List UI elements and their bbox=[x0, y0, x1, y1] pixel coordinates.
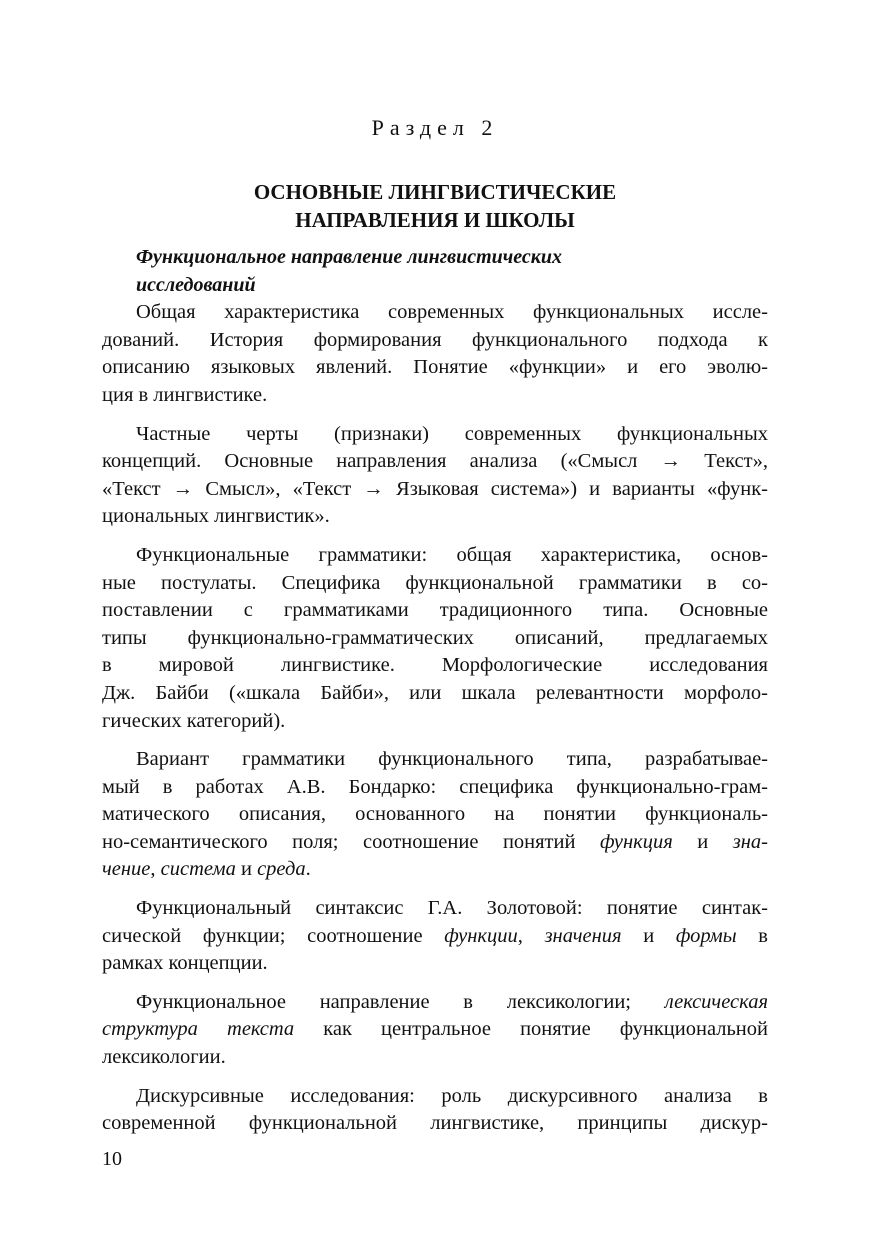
text-line: лексикологии. bbox=[102, 1046, 226, 1069]
subheading-line: Функциональное направление лингвистических bbox=[136, 246, 562, 268]
italic-term: лексическая bbox=[664, 990, 768, 1013]
paragraph-lexicology bbox=[102, 989, 768, 1072]
text-line bbox=[102, 856, 768, 884]
text-line: концепций. Основные направления анализа («Смысл → Текст», bbox=[102, 450, 768, 473]
text-line bbox=[102, 989, 768, 1017]
text-line: Вариант грамматики функционального типа, разрабатывае- bbox=[136, 748, 768, 771]
text-line: поставлении с грамматиками традиционного типа. Основные bbox=[102, 599, 768, 622]
text-line: матического описания, основанного на понятии функциональ- bbox=[102, 803, 768, 826]
text-line: современной функциональной лингвистике, принципы дискур- bbox=[102, 1112, 768, 1135]
italic-term: структура текста bbox=[102, 1018, 295, 1041]
text-run: и bbox=[621, 924, 676, 947]
text-line: ция в лингвистике. bbox=[102, 383, 268, 406]
text-line bbox=[102, 1016, 768, 1044]
chapter-title-line: НАПРАВЛЕНИЯ И ШКОЛЫ bbox=[295, 208, 575, 232]
page-number: 10 bbox=[102, 1148, 122, 1170]
text-line: в мировой лингвистике. Морфологические исследования bbox=[102, 654, 768, 677]
text-line: Функциональный синтаксис Г.А. Золотовой: понятие синтак- bbox=[136, 897, 768, 920]
paragraph-functional-grammars bbox=[102, 542, 768, 735]
text-line: Частные черты (признаки) современных функциональных bbox=[136, 422, 768, 445]
paragraph-discourse bbox=[102, 1083, 768, 1138]
text-line: рамках концепции. bbox=[102, 952, 268, 975]
text-line: описанию языковых явлений. Понятие «функции» и его эволю- bbox=[102, 356, 768, 379]
paragraph-zolotova bbox=[102, 895, 768, 978]
text-run: и bbox=[235, 858, 258, 881]
text-run: в bbox=[736, 924, 768, 947]
italic-term: функции bbox=[444, 924, 518, 947]
text-run: но-семантического поля; соотношение понятий bbox=[102, 830, 600, 853]
text-run: как центральное понятие функциональной bbox=[294, 1018, 768, 1041]
subheading bbox=[102, 244, 768, 299]
text-run: , bbox=[517, 924, 545, 947]
text-line: гических категорий). bbox=[102, 709, 286, 732]
text-line bbox=[102, 923, 768, 951]
italic-term: функция bbox=[599, 830, 673, 853]
text-run: и bbox=[672, 830, 733, 853]
italic-term: среда bbox=[257, 858, 306, 881]
text-line: Дж. Байби («шкала Байби», или шкала релевантности морфоло- bbox=[102, 681, 768, 704]
text-line: дований. История формирования функционального подхода к bbox=[102, 328, 768, 351]
text-line: «Текст → Смысл», «Текст → Языковая система») и варианты «функ- bbox=[102, 477, 768, 500]
body-text bbox=[102, 244, 768, 1149]
italic-term: зна- bbox=[732, 830, 768, 853]
text-run: Функциональное направление в лексикологии; bbox=[136, 990, 665, 1013]
text-line: циональных лингвистик». bbox=[102, 505, 330, 528]
text-run: сической функции; соотношение bbox=[102, 924, 445, 947]
chapter-title bbox=[102, 178, 768, 234]
paragraph-general-characteristics bbox=[102, 299, 768, 409]
chapter-title-line: ОСНОВНЫЕ ЛИНГВИСТИЧЕСКИЕ bbox=[253, 180, 617, 204]
italic-term: значения bbox=[544, 924, 622, 947]
text-line: Дискурсивные исследования: роль дискурсивного анализа в bbox=[136, 1084, 768, 1107]
text-line: типы функционально-грамматических описаний, предлагаемых bbox=[102, 626, 768, 649]
text-line: мый в работах А.В. Бондарко: специфика функционально-грам- bbox=[102, 775, 768, 798]
italic-term: система bbox=[160, 858, 236, 881]
text-run: , bbox=[150, 858, 161, 881]
text-run: . bbox=[305, 858, 311, 881]
paragraph-bondarko bbox=[102, 746, 768, 884]
subheading-line: исследований bbox=[136, 273, 256, 296]
paragraph-private-features bbox=[102, 421, 768, 531]
italic-term: чение bbox=[102, 858, 151, 881]
italic-term: формы bbox=[675, 924, 737, 947]
text-line: Функциональные грамматики: общая характеристика, основ- bbox=[136, 543, 768, 566]
text-line: Общая характеристика современных функциональных иссле- bbox=[136, 301, 768, 324]
text-line: ные постулаты. Специфика функциональной грамматики в со- bbox=[102, 571, 768, 594]
text-line bbox=[102, 829, 768, 857]
section-label: Раздел 2 bbox=[371, 115, 499, 140]
